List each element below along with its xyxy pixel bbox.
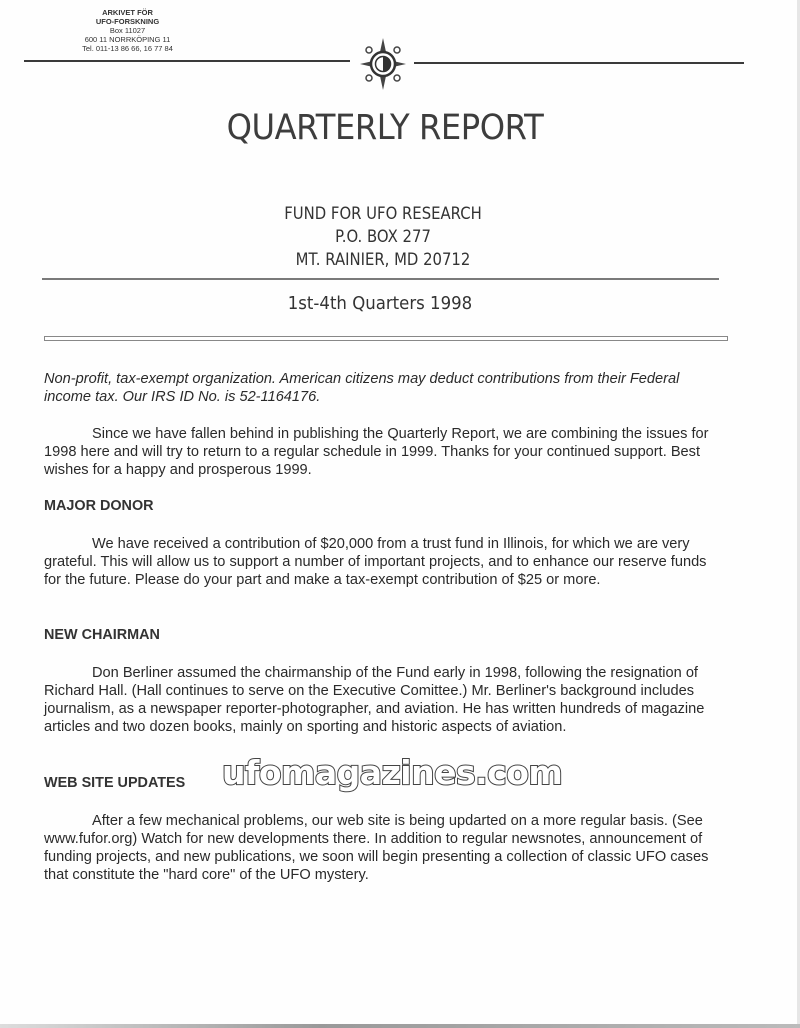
compass-sun-emblem-icon — [360, 38, 406, 90]
header-rule-left — [24, 60, 350, 62]
org-name: FUND FOR UFO RESEARCH — [284, 204, 482, 223]
organization-address — [38, 202, 727, 271]
report-period: 1st-4th Quarters 1998 — [287, 293, 473, 314]
watermark-text: ufomagazines.com — [222, 753, 563, 792]
section-heading-new-chairman: NEW CHAIRMAN — [44, 627, 160, 643]
stamp-line: UFO-FORSKNING — [95, 17, 160, 26]
page-edge — [0, 1024, 800, 1028]
stamp-line: Box 11027 — [109, 26, 146, 35]
intro-paragraph: Since we have fallen behind in publishing the Quarterly Report, we are combining the issues for 1998 here and will try to return to a regular schedule in 1999. Thanks for your continued support. Best wishes for a happy and prosperous 1999. — [44, 426, 709, 478]
section-heading-major-donor: MAJOR DONOR — [44, 498, 154, 514]
page-title: QUARTERLY REPORT — [226, 108, 544, 148]
stamp-line: 600 11 NORRKÖPING 11 — [84, 35, 171, 44]
city-line: MT. RAINIER, MD 20712 — [295, 250, 471, 269]
stamp-line: ARKIVET FÖR — [102, 8, 153, 17]
header-rule-right — [414, 62, 744, 64]
stamp-line: Tel. 011-13 86 66, 16 77 84 — [82, 44, 173, 53]
tax-exempt-notice: Non-profit, tax-exempt organization. American citizens may deduct contributions from their Federal income tax. Our IRS ID No. is 52-1164176. — [44, 371, 680, 405]
section-text-web-site-updates: After a few mechanical problems, our web site is being updarted on a more regular basis. (See www.fufor.org) Watch for new developments there. In addition to regular newsnotes, announcement of funding projects, and new publications, we soon will begin presenting a collection of classic UFO cases that constitute the "hard core" of the UFO mystery. — [44, 813, 709, 883]
po-box: P.O. BOX 277 — [335, 227, 431, 246]
section-text-major-donor: We have received a contribution of $20,000 from a trust fund in Illinois, for which we are very grateful. This will allow us to support a number of important projects, and to enhance our reserve funds for the future. Please do your part and make a tax-exempt contribution of $25 or more. — [44, 536, 707, 588]
archive-stamp — [60, 8, 195, 53]
section-text-new-chairman: Don Berliner assumed the chairmanship of the Fund early in 1998, following the resignation of Richard Hall. (Hall continues to serve on the Executive Comittee.) Mr. Berliner's background includes journalism, as a newspaper reporter-photographer, and aviation. He has written hundreds of magazine articles and two dozen books, mainly on sporting and historic aspects of aviation. — [44, 665, 705, 735]
section-heading-web-site-updates: WEB SITE UPDATES — [44, 775, 186, 791]
double-divider-rule — [44, 336, 728, 341]
divider-rule — [42, 278, 719, 280]
